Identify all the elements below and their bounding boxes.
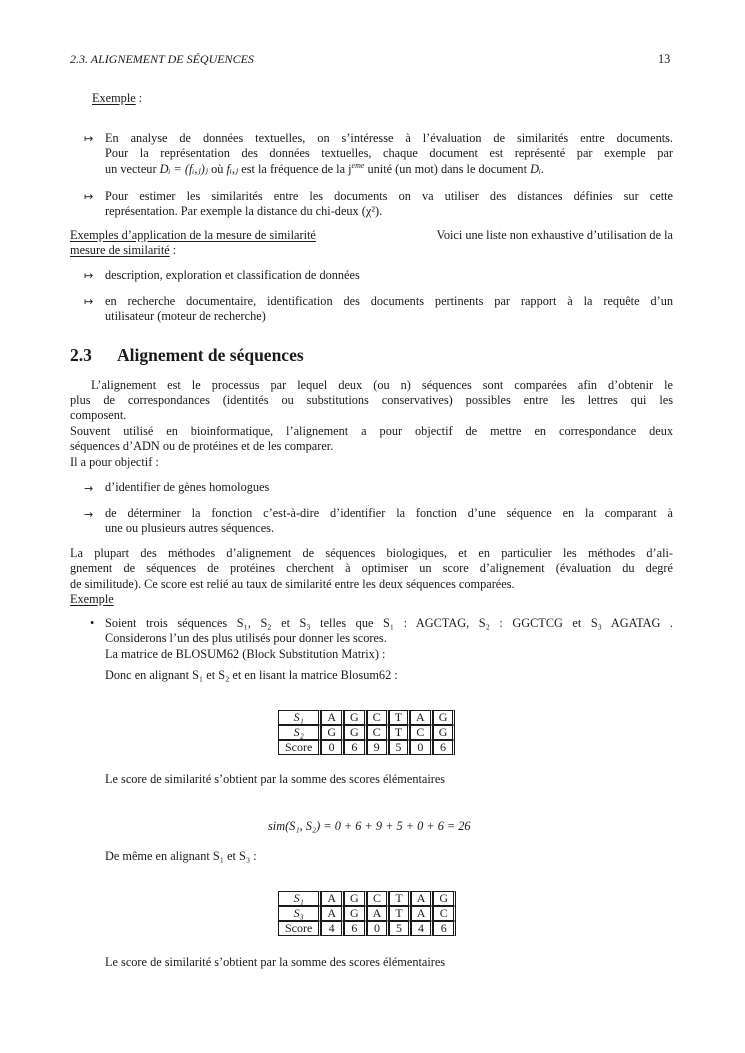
table-cell: C <box>367 710 389 725</box>
table-cell: A <box>321 891 344 906</box>
table-cell: G <box>433 710 456 725</box>
application-item: en recherche documentaire, identification des documents pertinents par rapport à la requête d’un <box>105 294 673 308</box>
score-text: Le score de similarité s’obtient par la somme des scores élémentaires <box>105 955 446 969</box>
table-row <box>278 891 456 906</box>
objective-item: de déterminer la fonction c’est-à-dire d’identifier la fonction d’une séquence en la comparant à <box>105 506 673 520</box>
table-cell: G <box>321 725 344 740</box>
table-cell: A <box>411 891 434 906</box>
application-item: description, exploration et classification de données <box>105 268 360 282</box>
objective-intro: Il a pour objectif : <box>70 455 159 469</box>
table-row <box>278 740 455 755</box>
mapsto-bullet: ↦ <box>84 132 94 145</box>
objective-item: d’identifier de gènes homologues <box>105 480 270 494</box>
bullet2-line2: représentation. Par exemple la distance du chi-deux (χ²). <box>105 204 383 218</box>
table-cell: 6 <box>433 921 456 936</box>
para1-line3: composent. <box>70 408 127 422</box>
table-cell: G <box>344 710 367 725</box>
table-cell: A <box>411 906 434 921</box>
bullet1-line2: Pour la représentation des données textuelles, chaque document est représenté par exemple par <box>105 146 673 160</box>
table-cell: A <box>410 710 433 725</box>
table-cell: G <box>433 725 456 740</box>
bullet2-line1: Pour estimer les similarités entre les documents on va utiliser des distances définies sur cette <box>105 189 673 203</box>
para1-line1: L’alignement est le processus par lequel deux (ou n) séquences sont comparées afin d’obtenir le <box>91 378 673 392</box>
table-cell: 0 <box>321 740 344 755</box>
example-line-s3: De même en alignant S₁ et S₃ : <box>105 849 257 863</box>
table-cell: G <box>344 891 367 906</box>
table-cell: 4 <box>411 921 434 936</box>
arrow-bullet: → <box>84 482 94 495</box>
running-header: 2.3. ALIGNEMENT DE SÉQUENCES <box>70 52 254 66</box>
table-cell: 4 <box>321 921 344 936</box>
objective-item-cont: une ou plusieurs autres séquences. <box>105 521 275 535</box>
arrow-bullet: → <box>84 508 94 521</box>
table-row <box>278 921 456 936</box>
bullet-dot: • <box>90 616 95 630</box>
example-line1: Soient trois séquences S₁, S₂ et S₃ telles que S₁ : AGCTAG, S₂ : GGCTCG et S₃ AGATAG . <box>105 616 673 630</box>
section-title: Alignement de séquences <box>117 345 304 365</box>
para1-line2: plus de correspondances (identités ou substitutions conservatives) possibles entre les lettres qui les <box>70 393 673 407</box>
para3-line1: La plupart des méthodes d’alignement de séquences biologiques, et en particulier les méthodes d’ali- <box>70 546 673 560</box>
table-cell: C <box>433 906 456 921</box>
example-line2: Considerons l’un des plus utilisés pour donner les scores. <box>105 631 387 645</box>
table-cell: G <box>433 891 456 906</box>
table-cell: 0 <box>410 740 433 755</box>
row-label: S₃ <box>278 906 321 921</box>
score-table-s1-s3 <box>278 891 456 936</box>
score-table-s1-s2 <box>278 710 455 755</box>
table-cell: T <box>389 891 410 906</box>
section-number: 2.3 <box>70 345 92 365</box>
table-cell: G <box>344 906 367 921</box>
table-cell: A <box>367 906 390 921</box>
row-label: S₁ <box>278 891 321 906</box>
similarity-equation: sim(S₁, S₂) = 0 + 6 + 9 + 5 + 0 + 6 = 26 <box>268 819 471 833</box>
mapsto-bullet: ↦ <box>84 295 94 308</box>
mapsto-bullet: ↦ <box>84 269 94 282</box>
row-label: Score <box>278 740 321 755</box>
table-cell: C <box>410 725 433 740</box>
score-text: Le score de similarité s’obtient par la somme des scores élémentaires <box>105 772 446 786</box>
table-cell: C <box>367 725 389 740</box>
table-cell: 6 <box>344 921 367 936</box>
exemple2-label: Exemple <box>70 592 114 606</box>
para2-line2: séquences d’ADN ou de protéines et de les comparer. <box>70 439 334 453</box>
table-cell: A <box>321 710 344 725</box>
row-label: Score <box>278 921 321 936</box>
table-row <box>278 725 455 740</box>
table-row <box>278 710 455 725</box>
table-cell: 0 <box>367 921 390 936</box>
row-label: S₁ <box>278 710 321 725</box>
applications-line1: Exemples d’application de la mesure de similarité Voici une liste non exhaustive d’utilisation de la <box>70 228 673 242</box>
para3-line2: gnement de séquences de protéines cherchent à optimiser un score d’alignement (évaluation du degré <box>70 561 673 575</box>
applications-line2: mesure de similarité : <box>70 243 177 257</box>
table-cell: 5 <box>389 921 410 936</box>
application-item-cont: utilisateur (moteur de recherche) <box>105 309 266 323</box>
table-cell: T <box>389 725 410 740</box>
table-cell: G <box>344 725 367 740</box>
table-cell: C <box>367 891 390 906</box>
exemple-label: Exemple : <box>92 91 143 105</box>
table-row <box>278 906 456 921</box>
mapsto-bullet: ↦ <box>84 190 94 203</box>
example-line4: Donc en alignant S₁ et S₂ et en lisant la matrice Blosum62 : <box>105 668 398 682</box>
table-cell: 9 <box>367 740 389 755</box>
bullet1-line3: un vecteur Dᵢ = (fᵢ,ⱼ)ⱼ où fᵢ,ⱼ est la fréquence de la $j^{eme}$ unité (un mot) dans le document Dᵢ. <box>105 160 544 176</box>
bullet1-line1: En analyse de données textuelles, on s’intéresse à l’évaluation de similarités entre documents. <box>105 131 673 145</box>
example-line3: La matrice de BLOSUM62 (Block Substitution Matrix) : <box>105 647 386 661</box>
page-number: 13 <box>658 52 671 66</box>
table-cell: A <box>321 906 344 921</box>
table-cell: 6 <box>344 740 367 755</box>
para3-line3: de similitude). Ce score est relié au taux de similarité entre les deux séquences comparées. <box>70 577 515 591</box>
table-cell: 6 <box>433 740 456 755</box>
para2-line1: Souvent utilisé en bioinformatique, l’alignement a pour objectif de mettre en correspondance deux <box>70 424 673 438</box>
row-label: S₂ <box>278 725 321 740</box>
table-cell: T <box>389 710 410 725</box>
table-cell: 5 <box>389 740 410 755</box>
table-cell: T <box>389 906 410 921</box>
